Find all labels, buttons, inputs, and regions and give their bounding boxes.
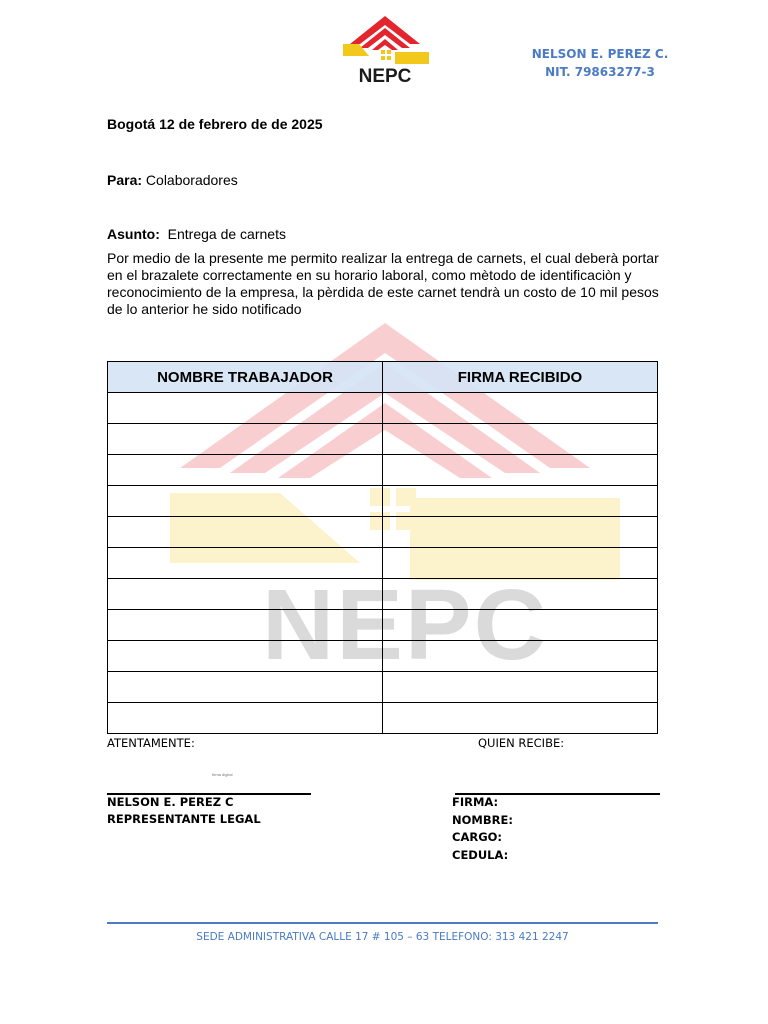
worker-name-cell[interactable] (108, 579, 383, 610)
column-header-worker-name: NOMBRE TRABAJADOR (108, 362, 383, 393)
table-body (108, 393, 658, 734)
signer-role: REPRESENTANTE LEGAL (107, 812, 261, 826)
table-row (108, 579, 658, 610)
footer-divider (107, 922, 658, 924)
worker-name-cell[interactable] (108, 548, 383, 579)
signature-cell[interactable] (383, 703, 658, 734)
worker-name-cell[interactable] (108, 641, 383, 672)
cargo-label: CARGO: (452, 830, 503, 844)
nepc-watermark-text: NEPC (262, 569, 548, 681)
worker-name-cell[interactable] (108, 610, 383, 641)
subject-value: Entrega de carnets (159, 226, 286, 242)
table-row (108, 393, 658, 424)
table-row (108, 703, 658, 734)
worker-name-cell[interactable] (108, 455, 383, 486)
worker-name-cell[interactable] (108, 486, 383, 517)
signature-cell[interactable] (383, 486, 658, 517)
delivery-table (107, 361, 658, 734)
quien-recibe-label: QUIEN RECIBE: (478, 736, 565, 750)
table-row (108, 548, 658, 579)
table-row (108, 486, 658, 517)
footer-address: SEDE ADMINISTRATIVA CALLE 17 # 105 – 63 TELEFONO: 313 421 2247 (196, 931, 569, 943)
worker-name-cell[interactable] (108, 517, 383, 548)
recipient-value: Colaboradores (142, 172, 238, 188)
tiny-signature-text: firma digital (212, 772, 233, 777)
signer-block (107, 794, 261, 828)
company-logo (335, 6, 435, 102)
company-nit: NIT. 79863277-3 (545, 65, 655, 79)
signature-cell[interactable] (383, 579, 658, 610)
receiver-block (452, 794, 513, 864)
signature-cell[interactable] (383, 517, 658, 548)
signature-cell[interactable] (383, 424, 658, 455)
table-row (108, 641, 658, 672)
signature-cell[interactable] (383, 672, 658, 703)
signature-cell[interactable] (383, 393, 658, 424)
signer-name: NELSON E. PEREZ C (107, 795, 234, 809)
nombre-label: NOMBRE: (452, 812, 513, 827)
company-header (520, 45, 680, 81)
firma-label: FIRMA: (452, 795, 499, 809)
subject-label: Asunto: (107, 226, 160, 242)
signature-cell[interactable] (383, 641, 658, 672)
table-row (108, 517, 658, 548)
worker-name-cell[interactable] (108, 703, 383, 734)
column-header-signature: FIRMA RECIBIDO (383, 362, 658, 393)
letter-date: Bogotá 12 de febrero de de 2025 (107, 116, 323, 132)
worker-name-cell[interactable] (108, 672, 383, 703)
worker-name-cell[interactable] (108, 393, 383, 424)
atentamente-label: ATENTAMENTE: (107, 736, 195, 750)
table-row (108, 672, 658, 703)
signature-cell[interactable] (383, 548, 658, 579)
signature-cell[interactable] (383, 455, 658, 486)
logo-text: NEPC (358, 66, 412, 87)
cedula-label: CEDULA: (452, 847, 509, 862)
table-row (108, 455, 658, 486)
company-name: NELSON E. PEREZ C. (531, 47, 669, 61)
table-row (108, 424, 658, 455)
table-row (108, 610, 658, 641)
recipient-label: Para: (107, 172, 143, 188)
signature-cell[interactable] (383, 610, 658, 641)
table-header-row (108, 362, 658, 393)
letter-body: Por medio de la presente me permito realizar la entrega de carnets, el cual deberà portar en el brazalete correctamente en su horario laboral, como mètodo de identificaciòn y reconocimiento de la empresa, la pèrdida de este carnet tendrà un costo de 10 mil pesos de lo anterior he sido notificado (107, 250, 659, 317)
recipient-line (107, 172, 238, 188)
subject-line (107, 226, 286, 242)
worker-name-cell[interactable] (108, 424, 383, 455)
